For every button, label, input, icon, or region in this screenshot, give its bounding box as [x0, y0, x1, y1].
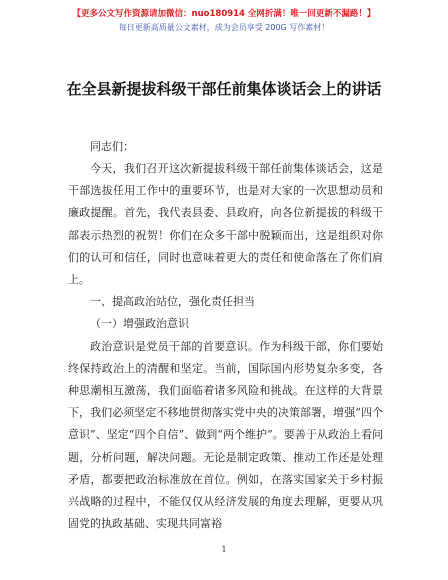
paragraph-political-awareness: 政治意识是党员干部的首要意识。作为科级干部，你们要始终保持政治上的清醒和坚定。当前，国际国内形势复杂多变，各种思潮相互激荡，我们面临着诸多风险和挑战。在这样的大背景下，我们必须坚定不移地贯彻落实党中央的决策部署，增强“四个意识”、坚定“四个自信”、做到“两个维护”。要善于从政治上看问题，分析问题，解决问题。无论是制定政策、推动工作还是处理矛盾，都要把政治标准放在首位。例如，在落实国家关于乡村振兴战略的过程中，不能仅仅从经济发展的角度去理解，更要从巩固党的执政基础、实现共同富裕: [68, 339, 383, 531]
promo-banner-line1: 【更多公文写作资源请加微信：nuo180914 全网折满！唯一回更新不漏路！】: [72, 9, 376, 19]
subsection-heading: （一）增强政治意识: [90, 317, 189, 331]
promo-banner-line2: 每日更新高质量公文素材，成为会员享受 200G 写作素材！: [118, 23, 330, 32]
salutation: 同志们：: [90, 140, 134, 153]
paragraph-opening: 今天，我们召开这次新提拔科级干部任前集体谈话会，这是干部选拔任用工作中的重要环节，也是对大家的一次思想动员和廉政提醒。首先，我代表县委、县政府，向各位新提拔的科级干部表示热烈的祝贺！你们在众多干部中脱颖而出，这是组织对你们的认可和信任，同时也意味着更大的责任和使命落在了你们肩上。: [68, 162, 383, 287]
page-number: 1: [221, 545, 227, 554]
document-body: [68, 158, 383, 535]
section-heading: 一、提高政治站位，强化责任担当: [90, 295, 255, 309]
document-title: 在全县新提拔科级干部任前集体谈话会上的讲话: [66, 80, 382, 98]
